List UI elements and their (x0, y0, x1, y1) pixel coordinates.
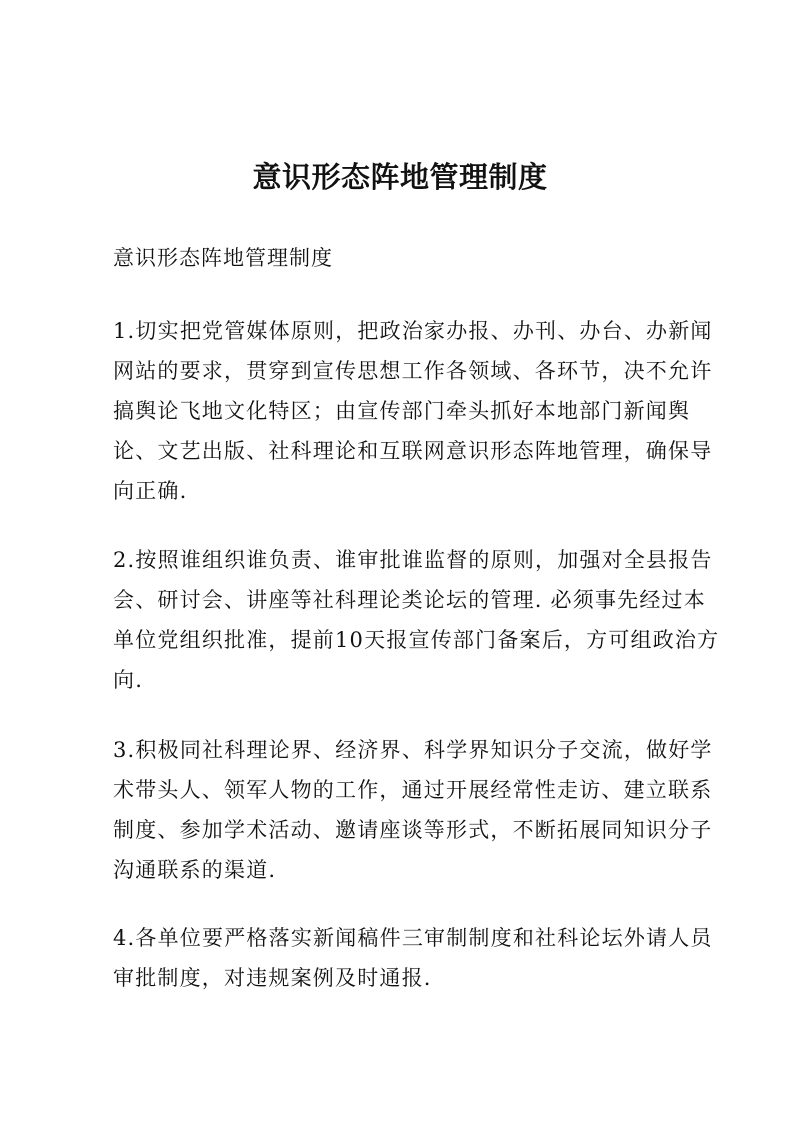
document-subtitle: 意识形态阵地管理制度 (113, 246, 333, 270)
paragraph-line: 论、文艺出版、社科理论和互联网意识形态阵地管理，确保导 (113, 439, 713, 463)
paragraph-line: 4.各单位要严格落实新闻稿件三审制制度和社科论坛外请人员 (113, 926, 713, 950)
paragraph-line: 3.积极同社科理论界、经济界、科学界知识分子交流，做好学 (113, 738, 713, 762)
paragraph-line: 搞舆论飞地文化特区；由宣传部门牵头抓好本地部门新闻舆 (113, 399, 691, 423)
paragraph-line: 单位党组织批准，提前10天报宣传部门备案后，方可组政治方 (113, 628, 720, 652)
paragraph-3 (113, 730, 713, 890)
paragraph-1 (113, 311, 713, 511)
paragraph-line: 会、研讨会、讲座等社科理论类论坛的管理. 必须事先经过本 (113, 588, 706, 612)
paragraph-line: 制度、参加学术活动、邀请座谈等形式，不断拓展同知识分子 (113, 818, 713, 842)
paragraph-line: 向. (113, 668, 144, 692)
paragraph-line: 审批制度，对违规案例及时通报. (113, 966, 432, 990)
paragraph-line: 向正确. (113, 479, 188, 503)
paragraph-line: 沟通联系的渠道. (113, 858, 277, 882)
paragraph-line: 1.切实把党管媒体原则，把政治家办报、办刊、办台、办新闻 (113, 319, 713, 343)
paragraph-line: 2.按照谁组织谁负责、谁审批谁监督的原则，加强对全县报告 (113, 548, 713, 572)
document-title: 意识形态阵地管理制度 (252, 160, 548, 194)
paragraph-4 (113, 918, 713, 998)
paragraph-line: 术带头人、领军人物的工作，通过开展经常性走访、建立联系 (113, 778, 713, 802)
paragraph-2 (113, 540, 720, 700)
paragraph-line: 网站的要求，贯穿到宣传思想工作各领域、各环节，决不允许 (113, 359, 713, 383)
